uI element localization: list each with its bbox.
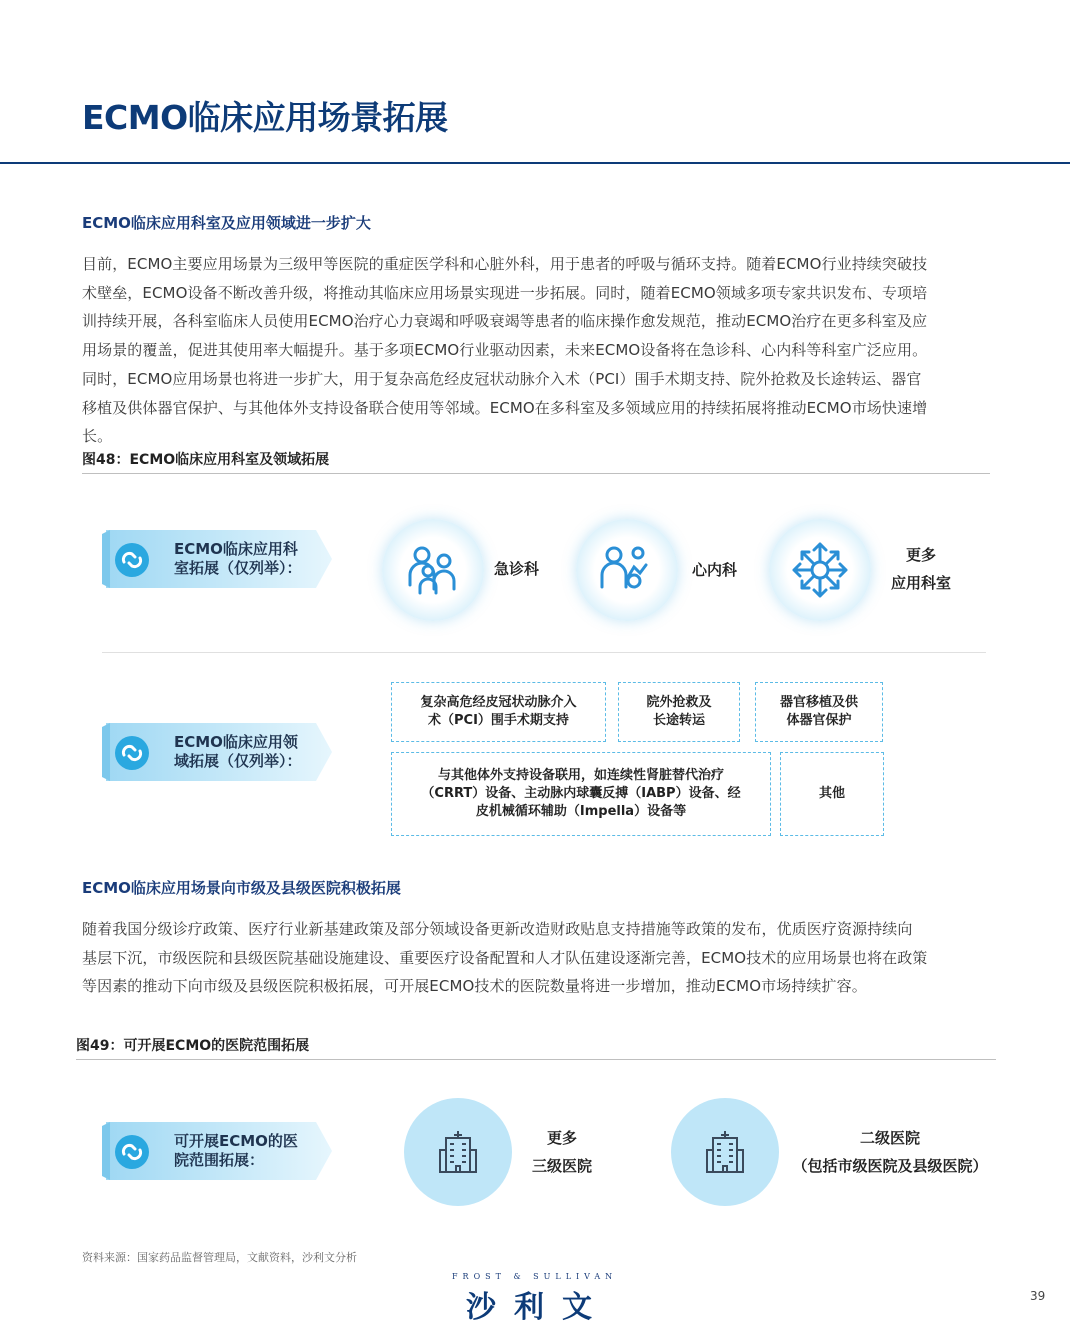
department-label-emergency: 急诊科	[494, 560, 540, 578]
label-line: （包括市级医院及县级医院）	[792, 1157, 988, 1175]
figure-49-caption: 图49：可开展ECMO的医院范围拓展	[76, 1038, 310, 1054]
paragraph-line: 术壁垒，ECMO设备不断改善升级，将推动其临床应用场景实现进一步拓展。同时，随着ECMO领域多项专家共识发布、专项培	[82, 283, 928, 302]
banner-label	[174, 733, 302, 771]
paragraph-line: 基层下沉，市级医院和县级医院基础设施建设、重要医疗设备配置和人才队伍建设逐渐完善，ECMO技术的应用场景也将在政策	[82, 948, 928, 967]
banner-label	[174, 1132, 298, 1170]
section-heading-1: ECMO临床应用科室及应用领域进一步扩大	[82, 214, 371, 232]
more-departments-circle	[769, 519, 871, 621]
banner-label	[174, 540, 302, 578]
figure-48-rule	[82, 473, 990, 474]
box-line: 皮机械循环辅助（Impella）设备等	[475, 804, 687, 819]
field-box-pci	[391, 682, 606, 742]
box-line: 器官移植及供	[779, 695, 858, 710]
figure-divider	[102, 652, 986, 653]
department-label-more	[884, 541, 958, 597]
paragraph-line: 随着我国分级诊疗政策、医疗行业新基建政策及部分领域设备更新改造财政贴息支持措施等政策的发布，优质医疗资源持续向	[82, 920, 913, 938]
banner-line: 院范围拓展：	[174, 1151, 265, 1169]
title-divider	[0, 162, 1070, 164]
box-line: 术（PCI）围手术期支持	[428, 713, 569, 728]
source-note: 资料来源：国家药品监督管理局，文献资料，沙利文分析	[82, 1251, 357, 1264]
label-line: 三级医院	[531, 1157, 592, 1175]
field-box-other	[780, 752, 884, 836]
field-box-rescue	[618, 682, 740, 742]
cardiology-circle	[576, 519, 678, 621]
section-2-paragraph	[82, 915, 992, 1001]
paragraph-line: 目前，ECMO主要应用场景为三级甲等医院的重症医学科和心脏外科，用于患者的呼吸与循环支持。随着ECMO行业持续突破技	[82, 255, 928, 273]
ecmo-loop-icon	[114, 1134, 150, 1170]
expand-arrows-icon	[788, 538, 852, 602]
page-title: ECMO临床应用场景拓展	[82, 98, 448, 137]
banner-line: 域拓展（仅列举）：	[174, 752, 302, 770]
label-line: 二级医院	[859, 1129, 920, 1147]
hospital-label-tier3	[524, 1124, 600, 1180]
banner-line: 室拓展（仅列举）：	[174, 559, 302, 577]
paragraph-line: 长。	[82, 427, 113, 446]
box-line: 体器官保护	[786, 713, 852, 728]
page-number: 39	[1030, 1289, 1046, 1303]
field-banner	[102, 723, 332, 781]
tier2-hospital-circle	[671, 1098, 779, 1206]
ecmo-loop-icon	[114, 542, 150, 578]
banner-line: 可开展ECMO的医	[174, 1132, 298, 1150]
box-line: 与其他体外支持设备联用，如连续性肾脏替代治疗	[437, 768, 724, 783]
logo-chinese: 沙利文	[466, 1290, 610, 1325]
emergency-team-icon	[404, 545, 462, 595]
box-line: 其他	[818, 786, 845, 801]
banner-line: ECMO临床应用领	[174, 733, 298, 751]
box-line: （CRRT）设备、主动脉内球囊反搏（IABP）设备、经	[421, 786, 741, 801]
label-line: 应用科室	[890, 574, 951, 592]
box-line: 长途转运	[652, 713, 705, 728]
ecmo-loop-icon	[114, 735, 150, 771]
paragraph-line: 训持续开展，各科室临床人员使用ECMO治疗心力衰竭和呼吸衰竭等患者的临床操作愈发规范，推动ECMO治疗在更多科室及应	[82, 312, 928, 331]
hospital-building-icon	[438, 1130, 478, 1174]
hospital-label-tier2	[786, 1124, 994, 1180]
hospital-banner	[102, 1122, 332, 1180]
figure-49-rule	[76, 1059, 996, 1060]
paragraph-line: 同时，ECMO应用场景也将进一步扩大，用于复杂高危经皮冠状动脉介入术（PCI）围手术期支持、院外抢救及长途转运、器官	[82, 369, 922, 388]
hospital-building-icon	[705, 1130, 745, 1174]
figure-48-caption: 图48：ECMO临床应用科室及领域拓展	[82, 452, 330, 468]
section-heading-2: ECMO临床应用场景向市级及县级医院积极拓展	[82, 879, 401, 897]
label-line: 更多	[546, 1129, 577, 1147]
emergency-circle	[382, 519, 484, 621]
paragraph-line: 移植及供体器官保护、与其他体外支持设备联合使用等邻域。ECMO在多科室及多领域应用的持续拓展将推动ECMO市场快速增	[82, 398, 928, 417]
paragraph-line: 用场景的覆盖，促进其使用率大幅提升。基于多项ECMO行业驱动因素，未来ECMO设备将在急诊科、心内科等科室广泛应用。	[82, 341, 928, 360]
label-line: 更多	[905, 546, 936, 564]
logo-english: FROST & SULLIVAN	[452, 1272, 618, 1281]
section-1-paragraph	[82, 250, 992, 451]
box-line: 复杂高危经皮冠状动脉介入	[420, 695, 577, 710]
banner-line: ECMO临床应用科	[174, 540, 298, 558]
paragraph-line: 等因素的推动下向市级及县级医院积极拓展，可开展ECMO技术的医院数量将进一步增加，推动ECMO市场持续扩容。	[82, 977, 867, 996]
tier3-hospital-circle	[404, 1098, 512, 1206]
department-banner	[102, 530, 332, 588]
cardiology-team-icon	[598, 545, 656, 595]
department-label-cardiology: 心内科	[692, 561, 738, 579]
field-box-organ	[755, 682, 883, 742]
box-line: 院外抢救及	[646, 695, 712, 710]
field-box-combined	[391, 752, 771, 836]
